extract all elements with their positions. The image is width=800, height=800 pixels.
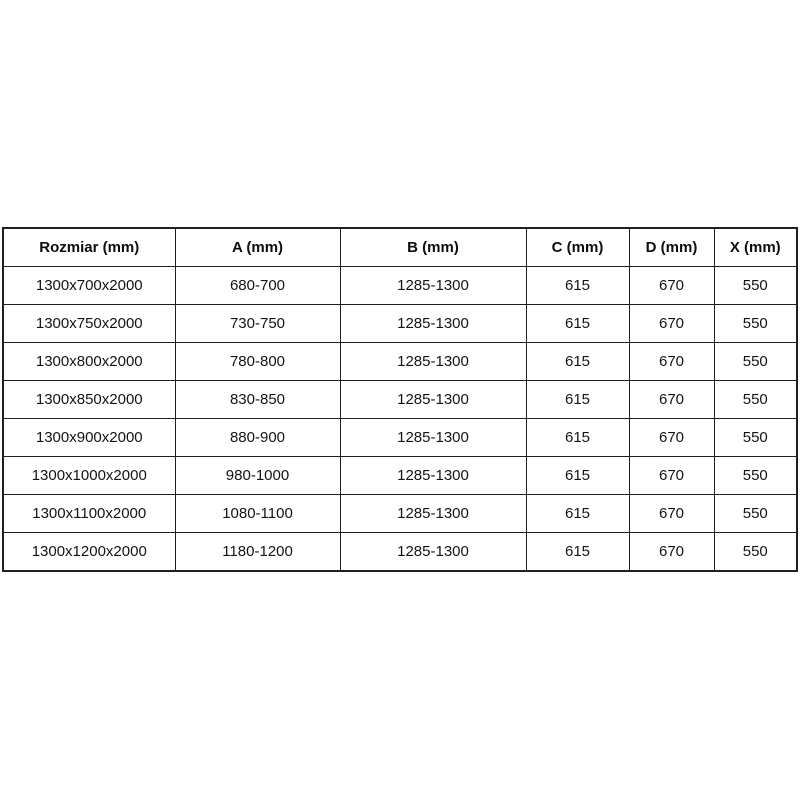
table-row [3,457,797,495]
table-body [3,267,797,572]
table-cell: 615 [526,381,629,419]
table-cell: 550 [714,419,797,457]
table-cell: 550 [714,495,797,533]
table-cell: 1285-1300 [340,419,526,457]
table-cell: 830-850 [175,381,340,419]
table-cell: 550 [714,267,797,305]
table-cell: 615 [526,305,629,343]
table-cell: 1285-1300 [340,305,526,343]
table-row [3,381,797,419]
table-cell: 615 [526,533,629,572]
table-cell: 615 [526,457,629,495]
table-cell: 670 [629,533,714,572]
table-cell: 550 [714,305,797,343]
header-row [3,228,797,267]
table-cell: 1285-1300 [340,267,526,305]
table-cell: 670 [629,267,714,305]
table-cell: 880-900 [175,419,340,457]
table-row [3,267,797,305]
table-cell: 615 [526,267,629,305]
table-cell: 670 [629,457,714,495]
table-cell: 1300x700x2000 [3,267,175,305]
table-cell: 670 [629,381,714,419]
table-cell: 550 [714,457,797,495]
table-cell: 670 [629,305,714,343]
table-cell: 1180-1200 [175,533,340,572]
column-header-a: A (mm) [175,228,340,267]
table-cell: 1300x1200x2000 [3,533,175,572]
table-row [3,533,797,572]
size-spec-table [2,227,798,572]
table-cell: 1300x800x2000 [3,343,175,381]
column-header-x: X (mm) [714,228,797,267]
column-header-b: B (mm) [340,228,526,267]
table-cell: 1300x750x2000 [3,305,175,343]
table-cell: 1080-1100 [175,495,340,533]
table-cell: 730-750 [175,305,340,343]
table-cell: 1300x900x2000 [3,419,175,457]
table-cell: 1285-1300 [340,381,526,419]
table-cell: 1300x850x2000 [3,381,175,419]
table-cell: 550 [714,533,797,572]
table-cell: 670 [629,343,714,381]
table-cell: 1285-1300 [340,457,526,495]
table-row [3,305,797,343]
table-cell: 1300x1000x2000 [3,457,175,495]
table-cell: 615 [526,419,629,457]
table-cell: 550 [714,343,797,381]
table-cell: 780-800 [175,343,340,381]
table-cell: 980-1000 [175,457,340,495]
table-row [3,343,797,381]
table-row [3,419,797,457]
table-row [3,495,797,533]
table-cell: 670 [629,495,714,533]
table-cell: 1285-1300 [340,343,526,381]
table-cell: 670 [629,419,714,457]
table-cell: 615 [526,343,629,381]
table-cell: 615 [526,495,629,533]
column-header-rozmiar: Rozmiar (mm) [3,228,175,267]
table-cell: 1300x1100x2000 [3,495,175,533]
table-cell: 1285-1300 [340,495,526,533]
table-cell: 1285-1300 [340,533,526,572]
column-header-c: C (mm) [526,228,629,267]
column-header-d: D (mm) [629,228,714,267]
table-cell: 550 [714,381,797,419]
table-cell: 680-700 [175,267,340,305]
